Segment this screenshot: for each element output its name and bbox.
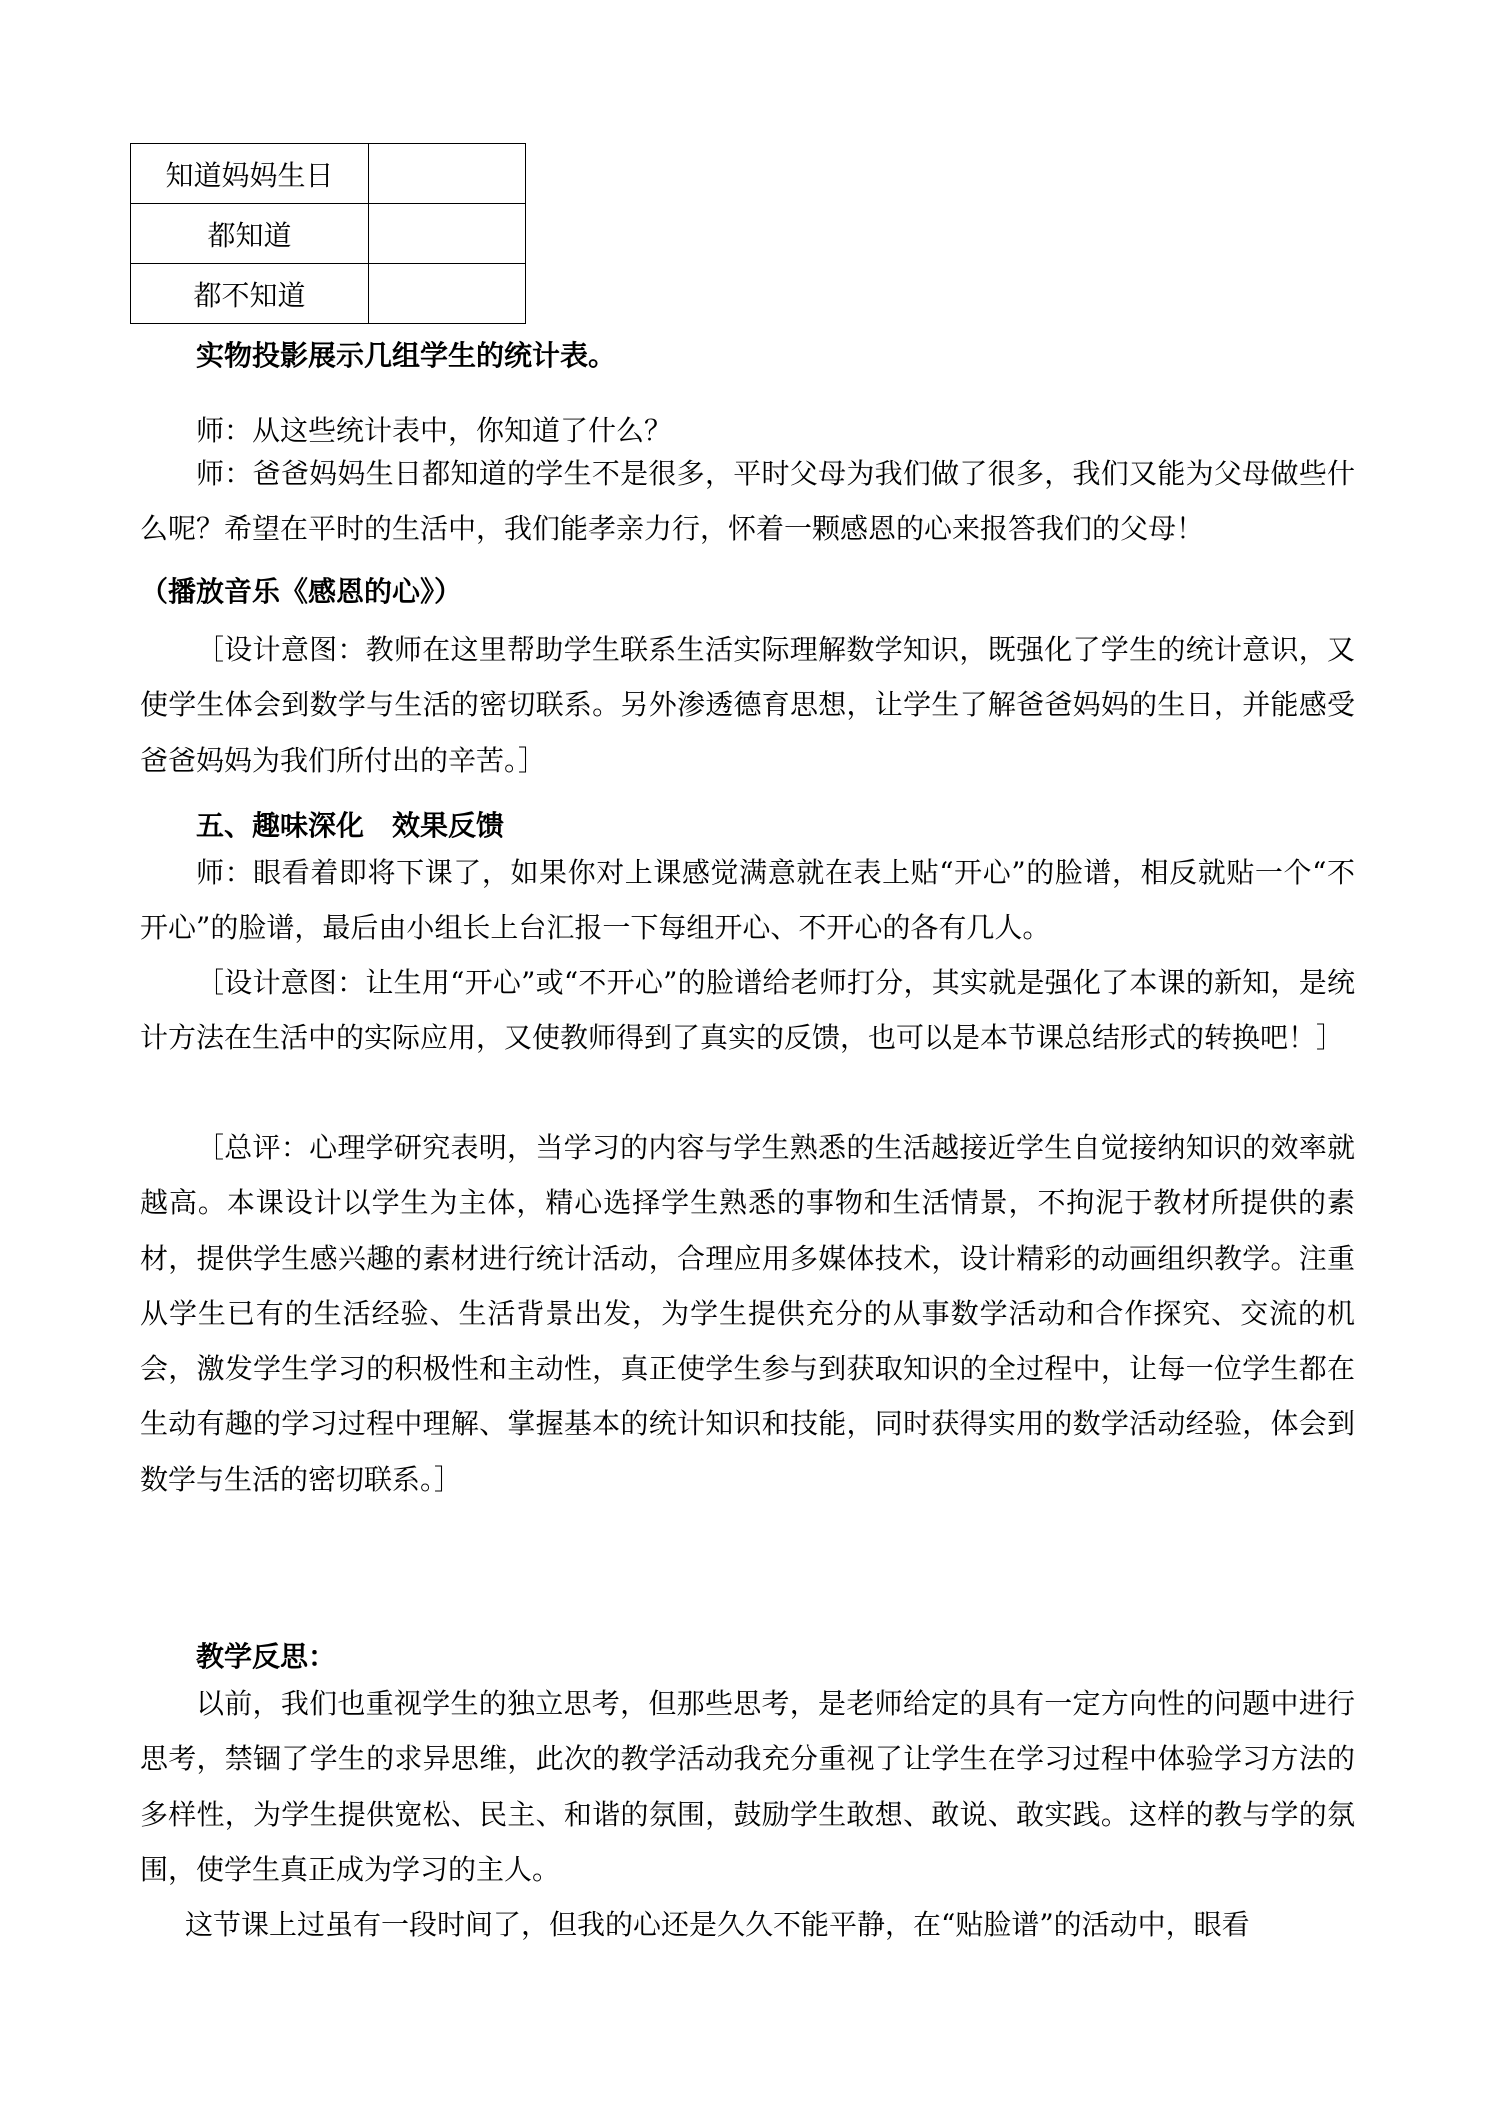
reflection-paragraph-1: 以前，我们也重视学生的独立思考，但那些思考，是老师给定的具有一定方向性的问题中进行思考，禁锢了学生的求异思维，此次的教学活动我充分重视了让学生在学习过程中体验学习方法的多样性，为学生提供宽松、民主、和谐的氛围，鼓励学生敢想、敢说、敢实践。这样的教与学的氛围，使学生真正成为学习的主人。 [140, 1687, 1355, 1886]
design-intent-2: ［设计意图：让生用“开心”或“不开心”的脸谱给老师打分，其实就是强化了本课的新知，是统计方法在生活中的实际应用，又使教师得到了真实的反馈，也可以是本节课总结形式的转换吧！］ [140, 966, 1355, 1055]
table-cell-label: 都不知道 [131, 264, 369, 324]
teacher-question-2: 师：爸爸妈妈生日都知道的学生不是很多，平时父母为我们做了很多，我们又能为父母做些什么呢？希望在平时的生活中，我们能孝亲力行，怀着一颗感恩的心来报答我们的父母！ [140, 457, 1355, 546]
table-row [131, 204, 526, 264]
teacher-question-3: 师：眼看着即将下课了，如果你对上课感觉满意就在表上贴“开心”的脸谱，相反就贴一个“不开心”的脸谱，最后由小组长上台汇报一下每组开心、不开心的各有几人。 [140, 856, 1355, 945]
birthday-stats-table [130, 143, 526, 324]
design-intent-1: ［设计意图：教师在这里帮助学生联系生活实际理解数学知识，既强化了学生的统计意识，又使学生体会到数学与生活的密切联系。另外渗透德育思想，让学生了解爸爸妈妈的生日，并能感受爸爸妈妈为我们所付出的辛苦。］ [140, 633, 1355, 777]
teacher-question-1: 师：从这些统计表中，你知道了什么？ [196, 414, 673, 447]
table-cell-label: 知道妈妈生日 [131, 144, 369, 204]
music-note: （播放音乐《感恩的心》） [140, 575, 463, 608]
table-cell-value [369, 144, 526, 204]
table-cell-value [369, 264, 526, 324]
table-row [131, 264, 526, 324]
table-row [131, 144, 526, 204]
table-cell-value [369, 204, 526, 264]
section-5-heading: 五、趣味深化 效果反馈 [196, 809, 505, 842]
projection-note: 实物投影展示几组学生的统计表。 [196, 339, 617, 372]
table-cell-label: 都知道 [131, 204, 369, 264]
summary-comment: ［总评：心理学研究表明，当学习的内容与学生熟悉的生活越接近学生自觉接纳知识的效率就越高。本课设计以学生为主体，精心选择学生熟悉的事物和生活情景，不拘泥于教材所提供的素材，提供学生感兴趣的素材进行统计活动，合理应用多媒体技术，设计精彩的动画组织教学。注重从学生已有的生活经验、生活背景出发，为学生提供充分的从事数学活动和合作探究、交流的机会，激发学生学习的积极性和主动性，真正使学生参与到获取知识的全过程中，让每一位学生都在生动有趣的学习过程中理解、掌握基本的统计知识和技能，同时获得实用的数学活动经验，体会到数学与生活的密切联系。］ [140, 1131, 1355, 1496]
reflection-paragraph-2: 这节课上过虽有一段时间了，但我的心还是久久不能平静，在“贴脸谱”的活动中，眼看 [185, 1908, 1250, 1941]
reflection-heading: 教学反思： [196, 1640, 337, 1673]
